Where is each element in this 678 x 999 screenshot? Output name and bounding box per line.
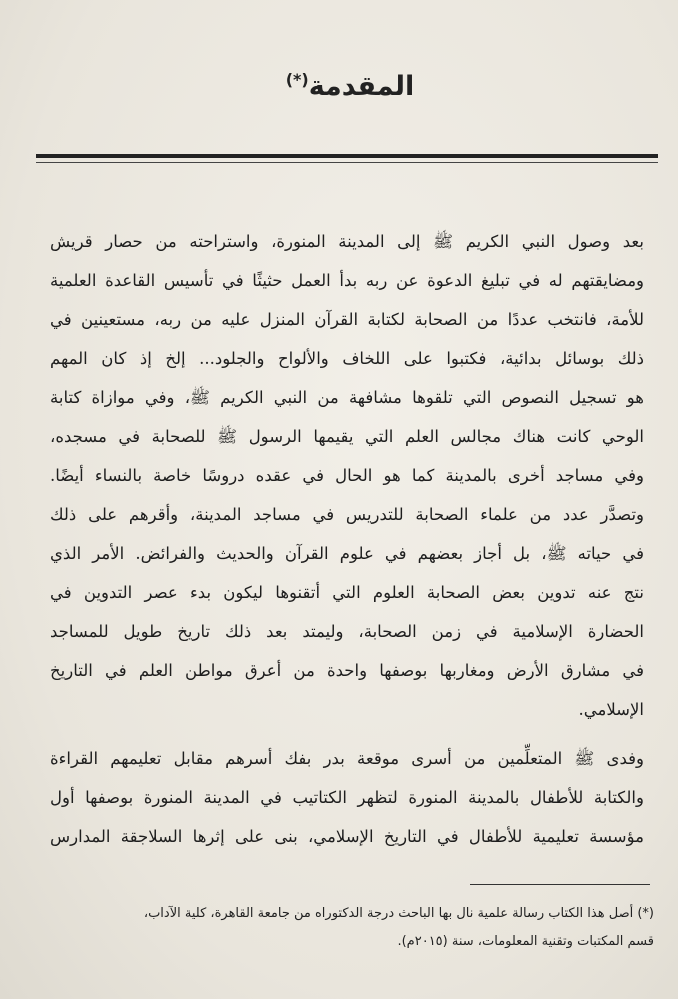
text-line: ذلك بوسائل بدائية، فكتبوا على اللخاف والألواح والجلود... إلخ إذ كان المهم (50, 349, 644, 368)
text-line: هو تسجيل النصوص التي تلقوها مشافهة من النبي الكريم ﷺ، وفي موازاة كتابة (50, 388, 644, 407)
footnote-divider (470, 884, 650, 885)
text-line: في حياته ﷺ، بل أجاز بعضهم في علوم القرآن والحديث والفرائض. الأمر الذي (50, 544, 644, 563)
paragraph-2 (50, 739, 644, 856)
text-line: الإسلامي. (578, 700, 644, 719)
footnote-line: قسم المكتبات وتقنية المعلومات، سنة (٢٠١٥م). (397, 934, 654, 949)
text-line: وتصدَّر عدد من علماء الصحابة للتدريس في مساجد المدينة، وأقرهم على ذلك (50, 505, 644, 524)
footnote (40, 900, 654, 956)
text-line: والكتابة للأطفال بالمدينة المنورة لتظهر الكتاتيب في المدينة المنورة بوصفها أول (50, 788, 644, 807)
text-line: في مشارق الأرض ومغاربها بوصفها واحدة من أعرق مواطن العلم في التاريخ (50, 661, 644, 680)
title-divider-thin (36, 162, 658, 163)
body-text (50, 222, 644, 856)
text-line: نتج عنه تدوين بعض الصحابة العلوم التي أتقنوها ليكون بدء عصر التدوين في (50, 583, 644, 602)
text-line: مؤسسة تعليمية للأطفال في التاريخ الإسلامي، بنى على إثرها السلاجقة المدارس (50, 827, 644, 846)
title-divider-thick (36, 154, 658, 158)
text-line: للأمة، فانتخب عددًا من الصحابة لكتابة القرآن المنزل عليه من ربه، مستعينين في (50, 310, 644, 329)
paragraph-1 (50, 222, 644, 729)
text-line: الوحي كانت هناك مجالس العلم التي يقيمها الرسول ﷺ للصحابة في مسجده، (50, 427, 644, 446)
chapter-title (200, 70, 500, 102)
chapter-title-text: المقدمة (308, 71, 415, 102)
footnote-reference-mark: (*) (285, 70, 309, 89)
text-line: وفدى ﷺ المتعلِّمين من أسرى موقعة بدر بفك أسرهم مقابل تعليمهم القراءة (50, 749, 644, 768)
text-line: بعد وصول النبي الكريم ﷺ إلى المدينة المنورة، واستراحته من حصار قريش (50, 232, 644, 251)
text-line: ومضايقتهم له في تبليغ الدعوة عن ربه بدأ العمل حثيثًا في تأسيس القاعدة العلمية (50, 271, 644, 290)
footnote-line: (*) أصل هذا الكتاب رسالة علمية نال بها الباحث درجة الدكتوراه من جامعة القاهرة، كلية الآداب، (143, 906, 654, 921)
text-line: وفي مساجد أخرى بالمدينة كما هو الحال في عقده دروسًا خاصة بالنساء أيضًا. (50, 466, 644, 485)
text-line: الحضارة الإسلامية في زمن الصحابة، وليمتد بعد ذلك تاريخ طويل للمساجد (50, 622, 644, 641)
